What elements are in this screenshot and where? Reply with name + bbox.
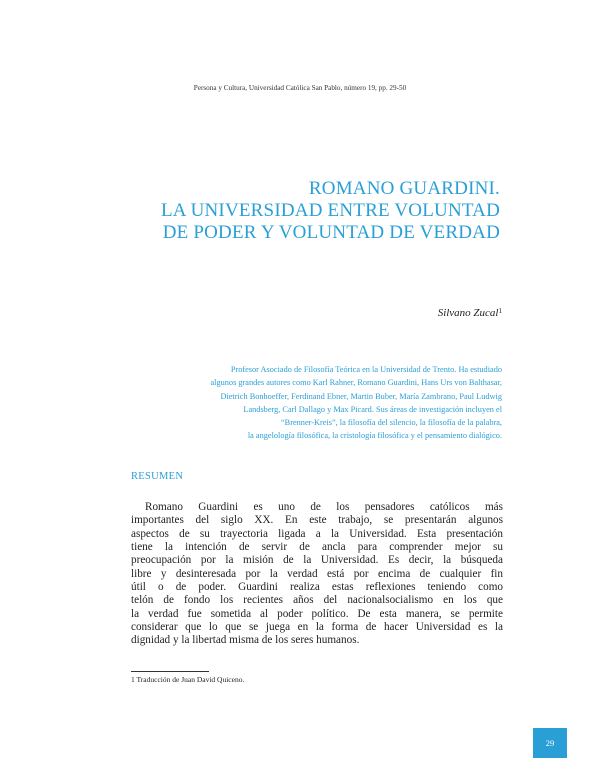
author-name: Silvano Zucal: [437, 307, 499, 319]
author-byline: [438, 307, 502, 319]
abstract-line: dignidad y la libertad misma de los seres humanos.: [131, 634, 360, 647]
page-number: 29: [545, 738, 555, 748]
abstract-line: importantes del siglo XX. En este trabajo, se presentarán algunos: [131, 514, 503, 527]
bio-line: la angelología filosófica, la cristología filosófica y el pensamiento dialógico.: [247, 431, 502, 441]
article-title: [80, 178, 500, 244]
title-line: DE PODER Y VOLUNTAD DE VERDAD: [162, 222, 500, 243]
footnote-divider: [131, 671, 209, 672]
bio-line: Profesor Asociado de Filosofía Teórica en la Universidad de Trento. Ha estudiado: [230, 365, 502, 374]
title-line: LA UNIVERSIDAD ENTRE VOLUNTAD: [160, 200, 500, 221]
journal-header: Persona y Cultura, Universidad Católica San Pablo, número 19, pp. 29-50: [193, 84, 407, 92]
author-footnote-marker: 1: [498, 307, 502, 315]
abstract-line: Romano Guardini es uno de los pensadores católicos más: [145, 501, 503, 513]
abstract-line: considerar que lo que se juega en la forma de hacer Universidad es la: [131, 621, 503, 634]
abstract-line: libre y desinteresada por la verdad está por encima de cualquier fin: [131, 567, 503, 580]
abstract-line: útil o de poder. Guardini realiza estas reflexiones teniendo como: [131, 581, 503, 594]
abstract-line: tiene la intención de servir de ancla para comprender mejor su: [131, 541, 503, 554]
bio-line: Dietrich Bonhoeffer, Ferdinand Ebner, Martin Buber, María Zambrano, Paul Ludwig: [220, 391, 502, 401]
abstract-line: preocupación por la misión de la Universidad. Es decir, la búsqueda: [131, 554, 503, 567]
abstract-line: la verdad fue sometida al poder político. De esta manera, se permite: [131, 607, 503, 620]
abstract-body: [131, 501, 503, 648]
bio-line: “Brenner-Kreis”, la filosofía del silencio, la filosofía de la palabra,: [281, 418, 502, 428]
abstract-line: telón de fondo los recientes años del nacionalsocialismo en los que: [131, 594, 503, 607]
page-number-badge: [533, 728, 567, 758]
bio-line: Landsberg, Carl Dallago y Max Picard. Sus áreas de investigación incluyen el: [243, 404, 502, 414]
abstract-line: aspectos de su trayectoria ligada a la Universidad. Esta presentación: [131, 527, 503, 540]
title-line: ROMANO GUARDINI.: [308, 178, 500, 199]
author-bio: [122, 363, 502, 443]
bio-line: algunos grandes autores como Karl Rahner, Romano Guardini, Hans Urs von Balthasar,: [210, 378, 502, 388]
footnote: 1 Traducción de Juan David Quiceno.: [131, 675, 245, 684]
resumen-heading: RESUMEN: [131, 471, 184, 482]
